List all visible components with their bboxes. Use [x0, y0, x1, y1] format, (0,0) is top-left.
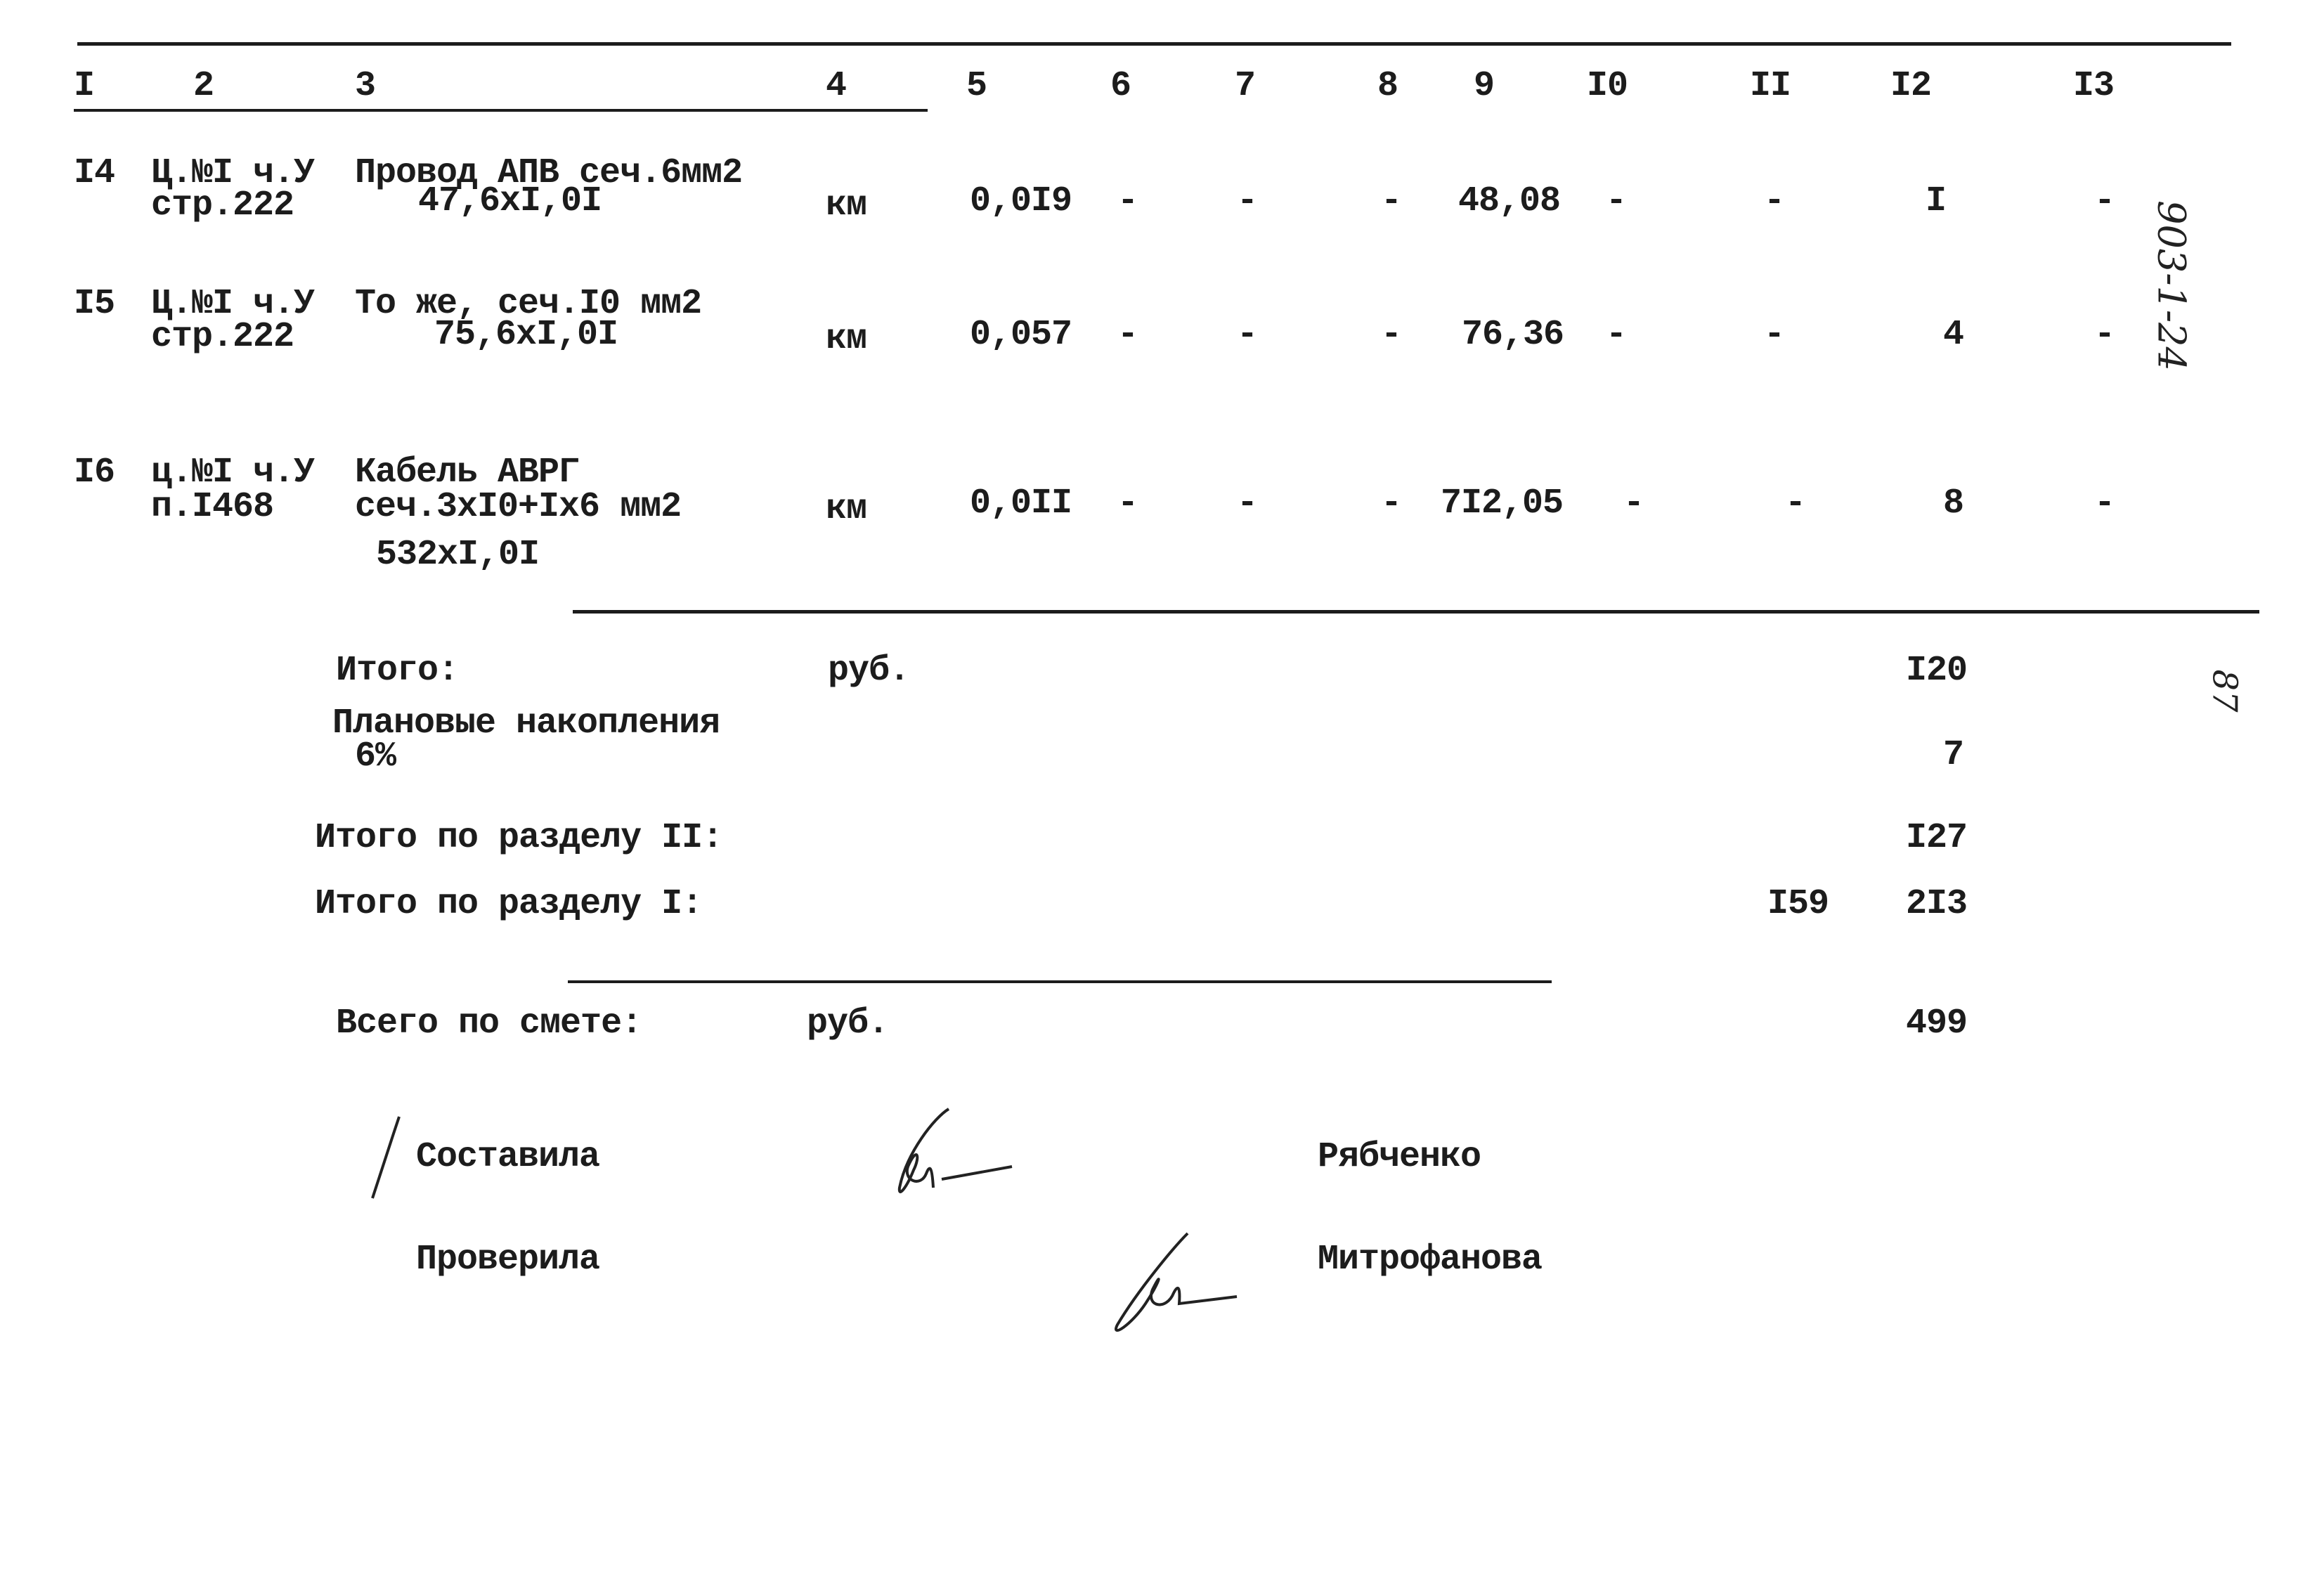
compiled-name: Рябченко	[1318, 1137, 1481, 1177]
checked-label: Проверила	[416, 1240, 600, 1280]
row-total: I	[1926, 181, 1947, 221]
section1-total-label: Итого по разделу I:	[315, 884, 703, 924]
col-header-5: 5	[966, 66, 987, 106]
checked-name: Митрофанова	[1318, 1240, 1543, 1280]
checked-signature	[1096, 1226, 1251, 1339]
row-unit-price: 48,08	[1458, 181, 1561, 221]
row-description: То же, сеч.I0 мм2	[355, 284, 702, 324]
section1-total-value: 2I3	[1906, 884, 1968, 924]
row-reference: Ц.№I ч.У	[151, 153, 315, 193]
row-description: Кабель АВРГ	[355, 453, 580, 493]
planned-value: 7	[1943, 735, 1964, 775]
row-unit: км	[826, 186, 867, 226]
col-header-9: 9	[1474, 66, 1495, 106]
row-col10: -	[1623, 484, 1644, 524]
col-header-4: 4	[826, 66, 847, 106]
table-end-rule	[573, 610, 2259, 614]
col-header-3: 3	[355, 66, 376, 106]
total-unit: руб.	[828, 651, 910, 691]
row-col8: -	[1381, 484, 1402, 524]
planned-label: Плановые накопления	[332, 703, 720, 744]
row-col10: -	[1606, 181, 1627, 221]
row-unit-price: 7I2,05	[1441, 484, 1564, 524]
row-col7: -	[1237, 181, 1258, 221]
grand-total-unit: руб.	[807, 1004, 889, 1044]
row-calculation: 532хI,0I	[376, 535, 540, 575]
row-col11: -	[1785, 484, 1806, 524]
row-col13: -	[2094, 181, 2115, 221]
section1-col11-value: I59	[1767, 884, 1829, 924]
page-number-note: 87	[2205, 669, 2245, 713]
section2-total-value: I27	[1906, 818, 1968, 858]
row-col6: -	[1117, 484, 1138, 524]
row-col7: -	[1237, 315, 1258, 355]
col-header-7: 7	[1235, 66, 1256, 106]
row-calculation: 47,6хI,0I	[418, 181, 602, 221]
row-col11: -	[1764, 315, 1785, 355]
row-col11: -	[1764, 181, 1785, 221]
row-reference-page: стр.222	[151, 186, 294, 226]
row-unit-price: 76,36	[1462, 315, 1564, 355]
col-header-13: I3	[2073, 66, 2115, 106]
row-col8: -	[1381, 315, 1402, 355]
col-header-11: II	[1750, 66, 1791, 106]
row-number: I5	[74, 284, 115, 324]
row-unit: км	[826, 319, 867, 359]
row-quantity: 0,0II	[970, 484, 1072, 524]
row-reference: Ц.№I ч.У	[151, 284, 315, 324]
row-cross-section: сеч.3хI0+Iх6 мм2	[355, 487, 682, 527]
grand-total-label: Всего по смете:	[336, 1004, 642, 1044]
row-col13: -	[2094, 484, 2115, 524]
col-header-10: I0	[1587, 66, 1628, 106]
row-col13: -	[2094, 315, 2115, 355]
compiled-check-mark	[365, 1114, 408, 1205]
document-code-note: 903-1-24	[2149, 200, 2194, 371]
grand-total-rule	[568, 980, 1552, 983]
row-reference-page: п.I468	[151, 487, 274, 527]
row-col6: -	[1117, 181, 1138, 221]
row-col6: -	[1117, 315, 1138, 355]
row-quantity: 0,057	[970, 315, 1072, 355]
row-col10: -	[1606, 315, 1627, 355]
row-description: Провод АПВ сеч.6мм2	[355, 153, 743, 193]
col-header-1: I	[74, 66, 95, 106]
total-label: Итого:	[336, 651, 459, 691]
total-value: I20	[1906, 651, 1968, 691]
row-total: 8	[1943, 484, 1964, 524]
row-col8: -	[1381, 181, 1402, 221]
col-header-2: 2	[193, 66, 214, 106]
row-unit: км	[826, 489, 867, 529]
row-col7: -	[1237, 484, 1258, 524]
grand-total-value: 499	[1906, 1004, 1968, 1044]
row-quantity: 0,0I9	[970, 181, 1072, 221]
col-header-6: 6	[1110, 66, 1131, 106]
row-total: 4	[1943, 315, 1964, 355]
planned-percent: 6%	[355, 736, 396, 777]
row-number: I4	[74, 153, 115, 193]
row-number: I6	[74, 453, 115, 493]
row-calculation: 75,6хI,0I	[434, 315, 618, 355]
compiled-signature	[864, 1103, 1026, 1216]
compiled-label: Составила	[416, 1137, 600, 1177]
col-header-12: I2	[1890, 66, 1932, 106]
col-header-8: 8	[1377, 66, 1398, 106]
section2-total-label: Итого по разделу II:	[315, 818, 723, 858]
header-underline	[74, 109, 928, 112]
top-rule	[77, 42, 2231, 46]
row-reference: ц.№I ч.У	[151, 453, 315, 493]
row-reference-page: стр.222	[151, 317, 294, 357]
